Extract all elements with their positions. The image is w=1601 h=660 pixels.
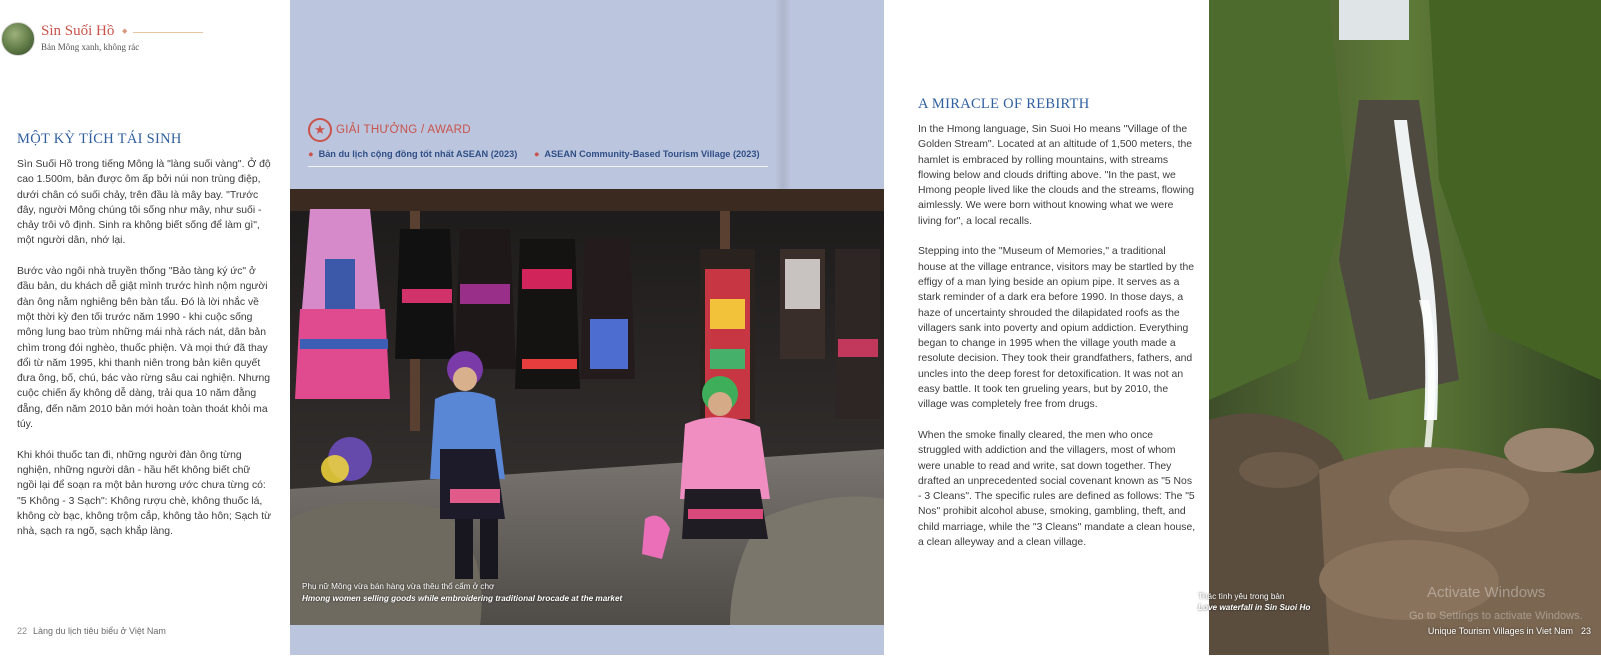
page-fold-shadow (775, 0, 791, 190)
award-star-icon: ★ (308, 118, 332, 142)
left-page (0, 0, 290, 655)
left-body (17, 157, 272, 555)
photo-caption-vi: Phụ nữ Mông vừa bán hàng vừa thêu thổ cẩm ở chợ (302, 582, 495, 591)
award-divider (308, 166, 768, 167)
waterfall-caption-vi: Thác tình yêu trong bản (1198, 592, 1285, 601)
activate-windows-subtitle: Go to Settings to activate Windows. (1409, 610, 1583, 622)
photo-caption-en: Hmong women selling goods while embroidering traditional brocade at the market (302, 594, 623, 603)
right-page (884, 0, 1209, 655)
left-paragraph: Bước vào ngôi nhà truyền thống "Bảo tàng ký ức" ở đầu bản, du khách dễ giật mình trước hình nộm người đàn ông nằm nghiêng bên bàn tẩu. Đó là lời nhắc về một thời kỳ đen tối trước năm 1990 - khi cuộc sống mông lung bao trùm những mái nhà rách nát, dân bản chìm trong đói nghèo, thuốc phiện. Và mọi thứ đã thay đổi từ năm 1995, khi thanh niên trong bản kiên quyết đưa ông, bố, chú, bác vào rừng sâu cai nghiện. Nhưng cuộc chiến ấy không dễ dàng, trải qua 10 năm đằng đẵng, đến năm 2010 bản mới hoàn toàn thoát khỏi ma túy. (17, 266, 271, 431)
left-paragraph: Sìn Suối Hồ trong tiếng Mông là "làng suối vàng". Ở độ cao 1.500m, bản được ôm ấp bởi núi non trùng điệp, dưới chân có suối chảy, trên đầu là mây bay. "Trước đây, người Mông chúng tôi sống như mây, như suối - chảy trôi vô định. Sinh ra không biết sống để làm gì", một người dân, nhớ lại. (17, 159, 271, 247)
award-item: ● Bản du lịch cộng đồng tốt nhất ASEAN (2023) (308, 149, 518, 159)
right-paragraph: In the Hmong language, Sin Suoi Ho means "Village of the Golden Stream". Located at an altitude of 1,500 meters, the hamlet is embraced by rolling mountains, with streams flowing below and clouds drifting above. "In the past, we Hmong people lived like the clouds and the streams, flowing aimlessly. We were born without knowing what we were living for", a local recalls. (918, 124, 1195, 227)
right-paragraph: Stepping into the "Museum of Memories," a traditional house at the village entrance, visitors may be startled by the effigy of a man lying beside an opium pipe. It serves as a stark reminder of a dark era before 1990. In those days, a haze of uncertainty shrouded the dilapidated roofs as the villagers sank into poverty and opium addiction. Everything began to change in 1995 when the village youth made a resolute decision. They took their grandfathers, fathers, and uncles into the deep forest for detoxification. It was not an easy battle. It took ten grueling years, but by 2010, the village was completely free from drugs. (918, 246, 1195, 411)
market-photo (290, 189, 884, 625)
right-body (918, 122, 1196, 566)
right-footer (1428, 626, 1591, 636)
brand-title: Sìn Suối Hồ (41, 23, 115, 39)
left-footer (17, 626, 166, 636)
diamond-icon: ◆ (122, 28, 128, 35)
footer-label: Làng du lịch tiêu biểu ở Việt Nam (33, 626, 166, 636)
page-number: 22 (17, 626, 28, 636)
waterfall-caption-en: Love waterfall in Sin Suoi Ho (1198, 603, 1311, 612)
footer-label: Unique Tourism Villages in Viet Nam (1427, 626, 1573, 636)
left-paragraph: Khi khói thuốc tan đi, những người đàn ông từng nghiện, những người dân - hầu hết không biết chữ ngồi lại để soạn ra một bản hương ước chưa từng có: "5 Không - 3 Sạch": Không rượu chè, không thuốc lá, không cờ bạc, không trộm cắp, không tảo hôn; Sạch từ nhà, sạch ra ngõ, sạch khắp làng. (17, 449, 272, 538)
right-heading: A MIRACLE OF REBIRTH (918, 96, 1090, 112)
activate-windows-title: Activate Windows (1427, 584, 1546, 601)
waterfall-photo (1198, 0, 1601, 655)
award-title: GIẢI THƯỞNG / AWARD (336, 124, 471, 136)
hmong-market-illustration (290, 189, 884, 625)
award-item: ● ASEAN Community-Based Tourism Village (2023) (533, 149, 760, 159)
waterfall-illustration (1209, 0, 1601, 655)
page-number: 23 (1580, 626, 1591, 636)
brand-subtitle: Bản Mông xanh, không rác (41, 42, 140, 52)
brand-divider (133, 32, 203, 33)
village-logo (1, 22, 35, 56)
award-list (308, 149, 774, 159)
center-page (290, 0, 884, 655)
left-heading: MỘT KỲ TÍCH TÁI SINH (17, 131, 182, 147)
right-paragraph: When the smoke finally cleared, the men who once struggled with addiction and the villagers, most of whom were unable to read and write, sat down together. They drafted an unprecedented social covenant known as "5 Nos - 3 Cleans". The specific rules are defined as follows: The "5 Nos" prohibit alcohol abuse, smoking, gambling, theft, and child marriage, while the "3 Cleans" mandate a clean house, a clean alleyway and a clean village. (918, 429, 1196, 549)
